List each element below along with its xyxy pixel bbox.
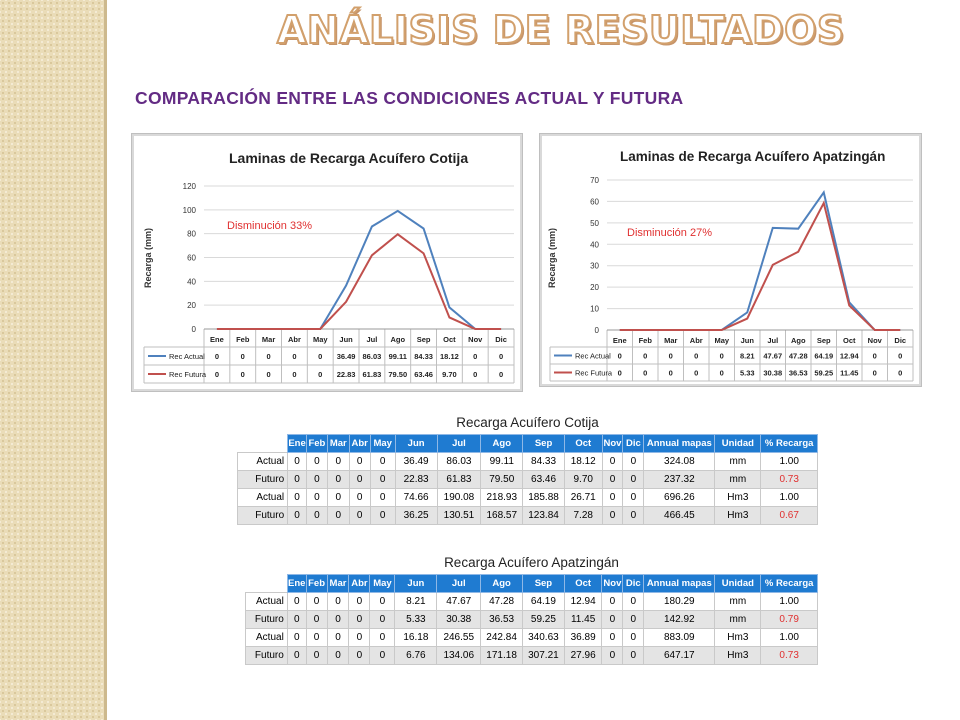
table-cell: 0 (623, 471, 644, 489)
table-cell: 0 (623, 629, 644, 647)
table-cell: 47.28 (481, 593, 523, 611)
table-cell: 0 (370, 471, 395, 489)
column-header (246, 575, 288, 593)
x-tick-label: Ago (790, 336, 806, 345)
table-cell: 63.46 (523, 471, 565, 489)
legend-label: Rec Actual (169, 352, 205, 361)
series-line-actual (620, 192, 901, 330)
table-cell: 64.19 (523, 593, 565, 611)
column-header: Oct (564, 575, 602, 593)
column-header: Unidad (715, 575, 761, 593)
slide-title: ANÁLISIS DE RESULTADOS (277, 8, 845, 52)
table-cell: Hm3 (715, 629, 761, 647)
data-label: 0 (266, 352, 271, 361)
table-cell: 0 (370, 489, 395, 507)
data-label: 0 (617, 351, 622, 361)
data-label: 86.03 (362, 352, 382, 361)
table-cell: 36.49 (395, 453, 437, 471)
table-title-row (238, 410, 818, 435)
table-cell: Futuro (246, 647, 288, 665)
annotation-decrease: Disminución 33% (227, 220, 312, 232)
y-tick-label: 50 (590, 218, 599, 228)
data-label: 0 (898, 351, 903, 361)
table-cell: 0 (349, 593, 370, 611)
y-tick-label: 30 (590, 261, 599, 271)
table-cell: Futuro (246, 611, 288, 629)
column-header: Abr (349, 435, 370, 453)
data-label: 36.49 (336, 352, 356, 361)
table-apatzingan (245, 550, 818, 665)
y-tick-label: 60 (187, 253, 196, 263)
x-tick-label: Abr (287, 335, 301, 344)
table-cell: 7.28 (564, 507, 602, 525)
table-cell: 324.08 (644, 453, 715, 471)
table-cell: 0 (287, 629, 306, 647)
table-cell: 0 (288, 453, 307, 471)
table-cell: 307.21 (523, 647, 565, 665)
column-header: Jun (395, 575, 437, 593)
table-header-row (238, 435, 818, 453)
data-label: 0 (266, 370, 271, 379)
annotation-decrease: Disminución 27% (627, 227, 712, 239)
table-cell: 86.03 (437, 453, 481, 471)
x-tick-label: Mar (261, 335, 276, 344)
column-header: % Recarga (761, 435, 818, 453)
table-cell: 0 (602, 647, 623, 665)
slide-subtitle: COMPARACIÓN ENTRE LAS CONDICIONES ACTUAL Y FUTURA (135, 88, 684, 108)
table-cell: 0.73 (761, 471, 818, 489)
data-label: 0 (872, 351, 877, 361)
data-label: 0 (214, 370, 220, 379)
table-cell: 0 (349, 629, 370, 647)
x-tick-label: Ene (210, 335, 224, 344)
column-header: Dic (623, 435, 644, 453)
table-cell: mm (715, 611, 761, 629)
table-row (246, 629, 818, 647)
data-label: 36.53 (788, 368, 808, 378)
table-cell: 0 (370, 507, 395, 525)
x-tick-label: Abr (689, 336, 703, 345)
table-cell: 883.09 (644, 629, 715, 647)
table-cell: 0 (602, 593, 623, 611)
table-row (238, 471, 818, 489)
x-tick-label: Nov (468, 335, 483, 344)
x-tick-label: Ago (390, 335, 406, 344)
table-cell: 0 (370, 593, 395, 611)
x-tick-label: Feb (638, 336, 652, 345)
y-tick-label: 20 (187, 301, 196, 311)
data-label: 0 (240, 352, 245, 361)
table-cell: 185.88 (523, 489, 565, 507)
data-label: 0 (292, 352, 297, 361)
table-cell: 0 (327, 471, 349, 489)
table-cell: mm (715, 471, 761, 489)
data-label: 5.33 (739, 368, 755, 378)
table-header-row (246, 575, 818, 593)
table-cell: 0 (349, 611, 370, 629)
column-header: Mar (327, 575, 349, 593)
table-cell: 0 (327, 629, 349, 647)
column-header: May (370, 435, 395, 453)
column-header: Sep (523, 435, 565, 453)
table-cell: 16.18 (395, 629, 437, 647)
table-cell: 1.00 (761, 629, 818, 647)
column-header: Ago (481, 435, 523, 453)
table-cell: 79.50 (481, 471, 523, 489)
x-tick-label: Oct (842, 336, 856, 345)
table-cell: 0 (349, 647, 370, 665)
table-row (238, 489, 818, 507)
table-cell: 36.89 (564, 629, 602, 647)
table-cell: 0 (306, 629, 327, 647)
y-tick-label: 40 (590, 240, 599, 250)
y-tick-label: 60 (590, 197, 599, 207)
chart-apatzingan-svg (540, 134, 921, 386)
table-cell: 237.32 (644, 471, 715, 489)
y-axis-label: Recarga (mm) (143, 227, 153, 289)
chart-title: Laminas de Recarga Acuífero Cotija (229, 150, 469, 166)
table-cell: 0 (327, 489, 349, 507)
x-tick-label: Nov (867, 336, 882, 345)
data-label: 0 (898, 368, 903, 378)
table-cell: 30.38 (437, 611, 481, 629)
table-cell: 0 (623, 593, 644, 611)
data-label: 12.94 (839, 351, 859, 361)
table-cell: 0 (288, 489, 307, 507)
table-cell: Actual (246, 629, 288, 647)
table-cell: 36.53 (481, 611, 523, 629)
data-label: 47.28 (788, 351, 808, 361)
data-label: 0 (292, 370, 297, 379)
x-tick-label: May (312, 335, 328, 344)
table-cell: 0.73 (761, 647, 818, 665)
column-header: Jun (395, 435, 437, 453)
table-cell: 9.70 (564, 471, 602, 489)
y-tick-label: 0 (191, 325, 196, 334)
table-cell: 12.94 (564, 593, 602, 611)
data-label: 64.19 (814, 351, 834, 361)
table-row (246, 593, 818, 611)
data-label: 0 (473, 370, 478, 379)
column-header: Annual mapas (644, 575, 715, 593)
y-tick-label: 20 (590, 283, 599, 293)
legend-label: Rec Futura (575, 368, 613, 378)
x-tick-label: Mar (664, 336, 678, 345)
table-cell: 59.25 (523, 611, 565, 629)
data-label: 0 (473, 352, 478, 361)
table-cell: 11.45 (564, 611, 602, 629)
table-title: Recarga Acuífero Cotija (456, 414, 599, 430)
table-row (246, 611, 818, 629)
table-cell: Actual (246, 593, 288, 611)
table-cell: 18.12 (564, 453, 602, 471)
column-header (238, 435, 288, 453)
table-cell: mm (715, 593, 761, 611)
table-cell: 0 (327, 647, 349, 665)
column-header: Ago (481, 575, 523, 593)
table-cell: 0 (288, 471, 307, 489)
column-header: % Recarga (761, 575, 818, 593)
table-cell: Actual (238, 489, 288, 507)
data-label: 11.45 (840, 368, 859, 378)
x-tick-label: Oct (443, 335, 456, 344)
table-cell: 0 (370, 647, 395, 665)
column-header: Dic (623, 575, 644, 593)
column-header: Ene (288, 435, 307, 453)
table-cell: 134.06 (437, 647, 481, 665)
data-label: 61.83 (362, 370, 382, 379)
table-cell: 84.33 (523, 453, 565, 471)
table-cell: 0 (306, 453, 327, 471)
table-cell: 0 (623, 453, 644, 471)
table-cell: 6.76 (395, 647, 437, 665)
table-cotija (237, 410, 818, 525)
data-label: 0 (318, 352, 323, 361)
table-cell: 0 (327, 593, 349, 611)
data-label: 30.38 (763, 368, 783, 378)
x-tick-label: Feb (236, 335, 250, 344)
data-label: 79.50 (388, 370, 408, 379)
table-cell: 0 (327, 507, 349, 525)
data-label: 8.21 (739, 351, 755, 361)
table-cell: 8.21 (395, 593, 437, 611)
table-title: Recarga Acuífero Apatzingán (444, 554, 619, 570)
table-cell: 0.79 (761, 611, 818, 629)
table-cell: 242.84 (481, 629, 523, 647)
column-header: Unidad (715, 435, 761, 453)
column-header: Annual mapas (644, 435, 715, 453)
data-label: 0 (498, 370, 504, 379)
chart-cotija-svg (132, 134, 522, 391)
data-label: 0 (318, 370, 323, 379)
y-tick-label: 0 (594, 326, 599, 335)
table-cell: 99.11 (481, 453, 523, 471)
table-cell: 26.71 (564, 489, 602, 507)
data-label: 9.70 (442, 370, 457, 379)
table-cell: Futuro (238, 507, 288, 525)
x-tick-label: Dic (894, 336, 907, 345)
y-tick-label: 100 (182, 205, 196, 215)
data-label: 0 (617, 368, 622, 378)
table-cell: 22.83 (395, 471, 437, 489)
table-row (238, 453, 818, 471)
chart-cotija (131, 133, 523, 392)
chart-apatzingan (539, 133, 922, 387)
x-tick-label: Jun (740, 336, 754, 345)
data-label: 84.33 (414, 352, 433, 361)
table-cell: 190.08 (437, 489, 481, 507)
data-label: 0 (498, 352, 504, 361)
data-label: 0 (719, 368, 724, 378)
table-cell: 142.92 (644, 611, 715, 629)
column-header: Feb (306, 575, 327, 593)
data-label: 63.46 (414, 370, 433, 379)
table-cell: 171.18 (481, 647, 523, 665)
table-cell: 0 (602, 611, 623, 629)
table-cell: 0 (306, 489, 327, 507)
data-label: 0 (668, 351, 673, 361)
y-tick-label: 70 (590, 176, 599, 185)
table-cell: 130.51 (437, 507, 481, 525)
legend-label: Rec Futura (169, 370, 207, 379)
table-cell: 0 (306, 647, 327, 665)
x-tick-label: Ene (612, 336, 627, 345)
column-header: May (370, 575, 395, 593)
table-cell: 0 (349, 471, 370, 489)
table-cell: 0 (287, 647, 306, 665)
table-row (246, 647, 818, 665)
x-tick-label: Sep (816, 336, 831, 345)
table-cell: 0 (623, 647, 644, 665)
table-cell: 74.66 (395, 489, 437, 507)
chart-title: Laminas de Recarga Acuífero Apatzingán (620, 149, 886, 164)
table-cell: 466.45 (644, 507, 715, 525)
table-cell: 0 (602, 489, 623, 507)
column-header: Nov (602, 435, 623, 453)
column-header: Jul (437, 435, 481, 453)
data-label: 22.83 (336, 370, 356, 379)
table-cell: 0 (602, 507, 623, 525)
data-label: 99.11 (388, 352, 407, 361)
table-cell: 61.83 (437, 471, 481, 489)
data-label: 0 (240, 370, 245, 379)
table-cell: 0 (623, 611, 644, 629)
table-cell: 0 (306, 471, 327, 489)
table-cell: 1.00 (761, 593, 818, 611)
data-label: 59.25 (814, 368, 834, 378)
table-cell: 696.26 (644, 489, 715, 507)
table-cell: 0.67 (761, 507, 818, 525)
table-cell: 47.67 (437, 593, 481, 611)
table-cell: 0 (623, 489, 644, 507)
table-cell: 36.25 (395, 507, 437, 525)
table-cell: 0 (349, 453, 370, 471)
side-strip-edge (104, 0, 107, 720)
table-cell: 246.55 (437, 629, 481, 647)
data-label: 18.12 (440, 352, 459, 361)
column-header: Feb (306, 435, 327, 453)
table-cell: 0 (306, 507, 327, 525)
table-cell: 0 (306, 611, 327, 629)
table-title-row (246, 550, 818, 575)
x-tick-label: Sep (416, 335, 431, 344)
table-cell: mm (715, 453, 761, 471)
table-cell: 218.93 (481, 489, 523, 507)
table-cell: 1.00 (761, 489, 818, 507)
y-tick-label: 40 (187, 277, 196, 287)
table-cell: Hm3 (715, 507, 761, 525)
table-cell: 0 (602, 453, 623, 471)
table-cell: 0 (327, 453, 349, 471)
data-label: 0 (719, 351, 724, 361)
x-tick-label: Dic (495, 335, 507, 344)
legend-label: Rec Actual (575, 351, 611, 361)
table-cell: 0 (287, 593, 306, 611)
data-label: 0 (694, 368, 699, 378)
table-cell: 0 (287, 611, 306, 629)
data-label: 0 (872, 368, 877, 378)
table-cell: 0 (370, 453, 395, 471)
decorative-side-strip (0, 0, 104, 720)
table-cell: 340.63 (523, 629, 565, 647)
y-tick-label: 120 (182, 182, 196, 191)
table-cell: 0 (602, 471, 623, 489)
table-cell: Actual (238, 453, 288, 471)
data-label: 47.67 (763, 351, 783, 361)
table-cell: 0 (602, 629, 623, 647)
x-tick-label: May (714, 336, 730, 345)
data-label: 0 (214, 352, 220, 361)
table-cell: 647.17 (644, 647, 715, 665)
table-cell: 0 (623, 507, 644, 525)
table-cell: 123.84 (523, 507, 565, 525)
table-cell: 0 (349, 507, 370, 525)
data-label: 0 (643, 368, 648, 378)
table-cell: 0 (370, 629, 395, 647)
column-header: Jul (437, 575, 481, 593)
table-cell: 1.00 (761, 453, 818, 471)
x-tick-label: Jul (767, 336, 779, 345)
column-header: Ene (287, 575, 306, 593)
y-tick-label: 80 (187, 229, 196, 239)
table-cell: 0 (306, 593, 327, 611)
table-cell: 27.96 (564, 647, 602, 665)
x-tick-label: Jun (339, 335, 353, 344)
table-row (238, 507, 818, 525)
table-cell: Hm3 (715, 647, 761, 665)
y-tick-label: 10 (590, 304, 599, 314)
column-header: Abr (349, 575, 370, 593)
table-cell: 5.33 (395, 611, 437, 629)
y-axis-label: Recarga (mm) (547, 227, 557, 289)
column-header: Oct (564, 435, 602, 453)
column-header: Nov (602, 575, 623, 593)
column-header: Mar (327, 435, 349, 453)
table-cell: 0 (327, 611, 349, 629)
table-cell: Hm3 (715, 489, 761, 507)
table-cell: 168.57 (481, 507, 523, 525)
table-cell: 0 (349, 489, 370, 507)
x-tick-label: Jul (366, 335, 378, 344)
table-cell: 180.29 (644, 593, 715, 611)
data-label: 0 (668, 368, 673, 378)
data-label: 0 (643, 351, 648, 361)
table-cell: 0 (370, 611, 395, 629)
column-header: Sep (523, 575, 565, 593)
table-cell: 0 (288, 507, 307, 525)
data-label: 0 (694, 351, 699, 361)
table-cell: Futuro (238, 471, 288, 489)
